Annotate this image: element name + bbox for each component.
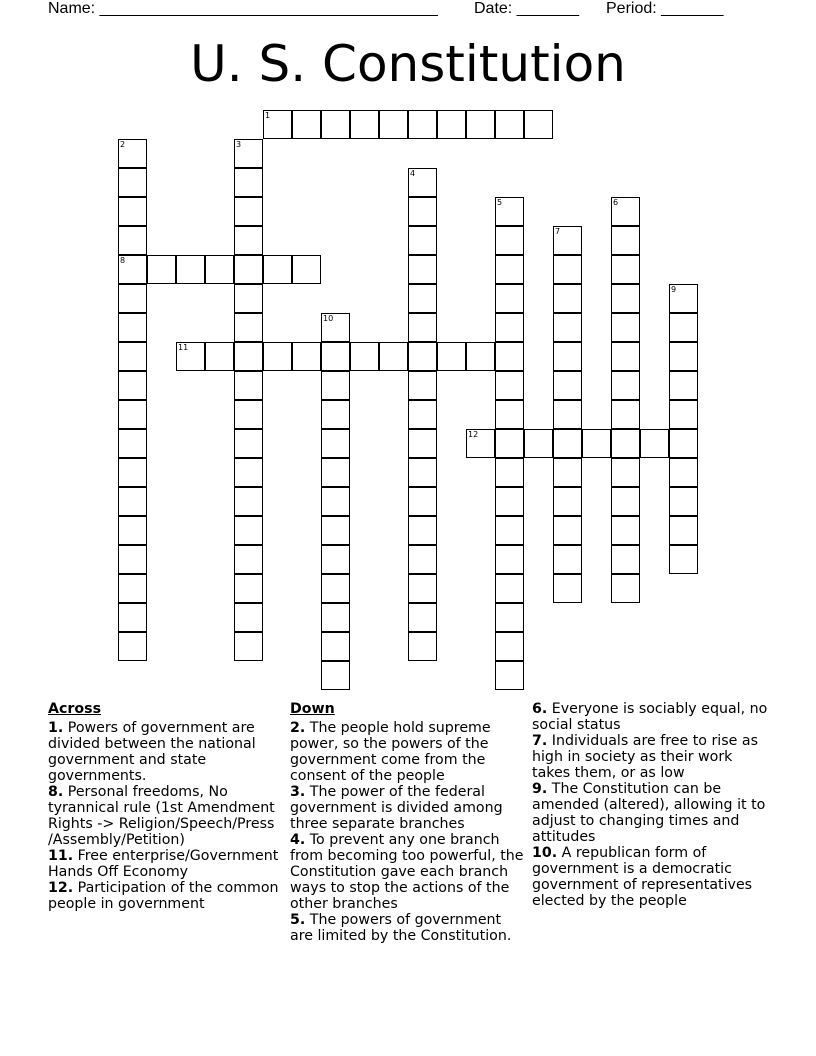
grid-cell[interactable] [495, 632, 524, 661]
clue-item-text: To prevent any one branch from becoming too powerful, the Constitution gave each branch ways to stop the actions of the other branches [290, 832, 524, 912]
grid-cell[interactable] [495, 516, 524, 545]
grid-cell[interactable] [524, 429, 553, 458]
grid-cell[interactable] [234, 226, 263, 255]
grid-cell[interactable] [234, 603, 263, 632]
grid-cell[interactable] [234, 313, 263, 342]
grid-cell[interactable] [611, 255, 640, 284]
clue-number: 2 [120, 140, 126, 149]
grid-cell[interactable] [205, 342, 234, 371]
grid-cell[interactable] [669, 458, 698, 487]
clue-item-text: The powers of government are limited by the Constitution. [290, 912, 512, 944]
grid-cell[interactable] [669, 342, 698, 371]
grid-cell[interactable] [234, 342, 263, 371]
grid-cell[interactable] [437, 342, 466, 371]
grid-cell[interactable] [234, 516, 263, 545]
grid-cell[interactable] [292, 342, 321, 371]
grid-cell[interactable] [321, 458, 350, 487]
grid-cell[interactable] [553, 487, 582, 516]
grid-cell[interactable] [495, 371, 524, 400]
grid-cell[interactable] [118, 487, 147, 516]
grid-cell[interactable] [495, 110, 524, 139]
grid-cell[interactable] [263, 255, 292, 284]
grid-cell[interactable] [495, 574, 524, 603]
clue-item-number: 1. [48, 720, 64, 736]
clue-item-number: 9. [532, 781, 548, 797]
clue-item [48, 784, 284, 848]
grid-cell[interactable] [553, 313, 582, 342]
grid-cell[interactable] [553, 342, 582, 371]
grid-cell[interactable] [611, 458, 640, 487]
grid-cell[interactable] [553, 284, 582, 313]
grid-cell[interactable] [669, 545, 698, 574]
grid-cell[interactable] [408, 110, 437, 139]
grid-cell[interactable] [263, 342, 292, 371]
down-clue-list [290, 720, 526, 944]
grid-cell[interactable] [408, 545, 437, 574]
grid-cell[interactable] [553, 458, 582, 487]
grid-cell[interactable] [466, 342, 495, 371]
grid-cell[interactable] [553, 400, 582, 429]
grid-cell[interactable] [118, 574, 147, 603]
grid-cell[interactable] [379, 110, 408, 139]
grid-cell[interactable] [234, 197, 263, 226]
clue-item-text: The people hold supreme power, so the powers of the government come from the consent of the people [290, 720, 491, 784]
grid-cell[interactable] [408, 313, 437, 342]
grid-cell[interactable] [118, 429, 147, 458]
grid-cell[interactable] [321, 487, 350, 516]
clue-item [290, 784, 526, 832]
grid-cell[interactable] [234, 458, 263, 487]
grid-cell[interactable] [553, 429, 582, 458]
clue-item-number: 10. [532, 845, 558, 861]
across-heading: Across [48, 701, 102, 717]
clue-number: 6 [613, 198, 619, 207]
grid-cell[interactable] [553, 255, 582, 284]
down-heading: Down [290, 701, 335, 717]
grid-cell[interactable] [553, 574, 582, 603]
clue-item-text: Personal freedoms, No tyrannical rule (1st Amendment Rights -> Religion/Speech/Press /Assembly/Petition) [48, 784, 275, 848]
clue-number: 7 [555, 227, 561, 236]
grid-cell[interactable] [234, 284, 263, 313]
grid-cell[interactable] [553, 371, 582, 400]
grid-cell[interactable] [321, 110, 350, 139]
grid-cell[interactable] [321, 371, 350, 400]
grid-cell[interactable] [524, 110, 553, 139]
clue-item-number: 4. [290, 832, 306, 848]
clue-item [290, 720, 526, 784]
grid-cell[interactable] [292, 110, 321, 139]
grid-cell[interactable] [611, 226, 640, 255]
grid-cell[interactable] [611, 516, 640, 545]
grid-cell[interactable] [553, 545, 582, 574]
grid-cell[interactable] [553, 516, 582, 545]
grid-cell[interactable] [234, 429, 263, 458]
clue-item [48, 848, 284, 880]
grid-cell[interactable] [234, 545, 263, 574]
grid-cell[interactable] [408, 603, 437, 632]
clue-item [532, 781, 768, 845]
down-clue-list-continued [532, 701, 768, 909]
clue-item [290, 832, 526, 912]
grid-cell[interactable] [118, 313, 147, 342]
grid-cell[interactable] [234, 255, 263, 284]
grid-cell[interactable] [234, 574, 263, 603]
clue-item-number: 8. [48, 784, 64, 800]
period-field-label: Period: _______ [606, 0, 724, 17]
clue-item-text: Everyone is sociably equal, no social status [532, 701, 768, 733]
grid-cell[interactable] [611, 545, 640, 574]
grid-cell[interactable] [321, 429, 350, 458]
grid-cell[interactable] [321, 545, 350, 574]
grid-cell[interactable] [437, 110, 466, 139]
grid-cell[interactable] [408, 516, 437, 545]
grid-cell[interactable] [379, 342, 408, 371]
grid-cell[interactable] [118, 400, 147, 429]
grid-cell[interactable] [321, 400, 350, 429]
clue-item [290, 912, 526, 944]
clue-item-number: 11. [48, 848, 74, 864]
grid-cell[interactable] [408, 429, 437, 458]
grid-cell[interactable] [350, 342, 379, 371]
clue-item-text: Powers of government are divided between the national government and state governments. [48, 720, 256, 784]
grid-cell[interactable] [234, 168, 263, 197]
date-field-label: Date: _______ [474, 0, 579, 17]
grid-cell[interactable] [611, 284, 640, 313]
clue-item-text: Individuals are free to rise as high in society as their work takes them, or as low [532, 733, 758, 781]
grid-cell[interactable] [408, 400, 437, 429]
grid-cell[interactable] [408, 574, 437, 603]
grid-cell[interactable] [495, 400, 524, 429]
grid-cell[interactable] [640, 429, 669, 458]
grid-cell[interactable] [495, 429, 524, 458]
grid-cell[interactable] [611, 574, 640, 603]
grid-cell[interactable] [118, 197, 147, 226]
grid-cell[interactable] [495, 313, 524, 342]
grid-cell[interactable] [118, 168, 147, 197]
clue-number: 1 [265, 111, 271, 120]
grid-cell[interactable] [495, 603, 524, 632]
clue-number: 9 [671, 285, 677, 294]
grid-cell[interactable] [118, 458, 147, 487]
grid-cell[interactable] [466, 110, 495, 139]
grid-cell[interactable] [611, 371, 640, 400]
grid-cell[interactable] [611, 342, 640, 371]
clue-item [532, 845, 768, 909]
across-clue-list [48, 720, 284, 912]
clue-item-number: 12. [48, 880, 74, 896]
clue-item-number: 6. [532, 701, 548, 717]
grid-cell[interactable] [582, 429, 611, 458]
grid-cell[interactable] [350, 110, 379, 139]
grid-cell[interactable] [118, 632, 147, 661]
grid-cell[interactable] [495, 342, 524, 371]
clue-number: 10 [323, 314, 334, 323]
grid-cell[interactable] [321, 342, 350, 371]
grid-cell[interactable] [176, 255, 205, 284]
clue-number: 4 [410, 169, 416, 178]
clue-item-number: 7. [532, 733, 548, 749]
grid-cell[interactable] [408, 487, 437, 516]
grid-cell[interactable] [495, 487, 524, 516]
page-title: U. S. Constitution [190, 35, 626, 93]
grid-cell[interactable] [408, 284, 437, 313]
grid-cell[interactable] [611, 313, 640, 342]
clue-number: 11 [178, 343, 189, 352]
clue-item-text: The power of the federal government is divided among three separate branches [290, 784, 503, 832]
grid-cell[interactable] [611, 429, 640, 458]
clue-item-number: 3. [290, 784, 306, 800]
grid-cell[interactable] [408, 342, 437, 371]
down-clues-continued [532, 701, 768, 909]
grid-cell[interactable] [205, 255, 234, 284]
grid-cell[interactable] [234, 400, 263, 429]
down-clues [290, 701, 526, 944]
grid-cell[interactable] [669, 313, 698, 342]
grid-cell[interactable] [321, 603, 350, 632]
grid-cell[interactable] [118, 284, 147, 313]
grid-cell[interactable] [669, 487, 698, 516]
grid-cell[interactable] [669, 371, 698, 400]
grid-cell[interactable] [611, 400, 640, 429]
clue-item-text: Free enterprise/Government Hands Off Economy [48, 848, 279, 880]
grid-cell[interactable] [669, 429, 698, 458]
grid-cell[interactable] [118, 603, 147, 632]
clue-item [48, 720, 284, 784]
grid-cell[interactable] [495, 458, 524, 487]
grid-cell[interactable] [495, 545, 524, 574]
clue-item-number: 5. [290, 912, 306, 928]
grid-cell[interactable] [321, 516, 350, 545]
grid-cell[interactable] [669, 516, 698, 545]
grid-cell[interactable] [147, 255, 176, 284]
grid-cell[interactable] [408, 255, 437, 284]
clue-number: 12 [468, 430, 479, 439]
grid-cell[interactable] [118, 371, 147, 400]
grid-cell[interactable] [118, 342, 147, 371]
grid-cell[interactable] [495, 255, 524, 284]
across-clues [48, 701, 284, 912]
name-field-label: Name: ______________________________________ [48, 0, 438, 17]
grid-cell[interactable] [234, 487, 263, 516]
clue-item-text: A republican form of government is a democratic government of representatives elected by the people [532, 845, 753, 909]
grid-cell[interactable] [118, 516, 147, 545]
clue-item [532, 733, 768, 781]
grid-cell[interactable] [118, 545, 147, 574]
grid-cell[interactable] [321, 661, 350, 690]
grid-cell[interactable] [118, 226, 147, 255]
grid-cell[interactable] [408, 371, 437, 400]
clue-item [48, 880, 284, 912]
grid-cell[interactable] [408, 226, 437, 255]
grid-cell[interactable] [408, 458, 437, 487]
clue-item-text: The Constitution can be amended (altered), allowing it to adjust to changing times and attitudes [532, 781, 766, 845]
grid-cell[interactable] [495, 226, 524, 255]
clue-number: 8 [120, 256, 126, 265]
grid-cell[interactable] [408, 632, 437, 661]
grid-cell[interactable] [495, 284, 524, 313]
grid-cell[interactable] [321, 574, 350, 603]
grid-cell[interactable] [292, 255, 321, 284]
clue-item [532, 701, 768, 733]
clue-item-number: 2. [290, 720, 306, 736]
clue-number: 3 [236, 140, 242, 149]
grid-cell[interactable] [669, 400, 698, 429]
grid-cell[interactable] [234, 632, 263, 661]
grid-cell[interactable] [234, 371, 263, 400]
clue-item-text: Participation of the common people in government [48, 880, 279, 912]
grid-cell[interactable] [611, 487, 640, 516]
grid-cell[interactable] [408, 197, 437, 226]
grid-cell[interactable] [495, 661, 524, 690]
clue-number: 5 [497, 198, 503, 207]
grid-cell[interactable] [321, 632, 350, 661]
